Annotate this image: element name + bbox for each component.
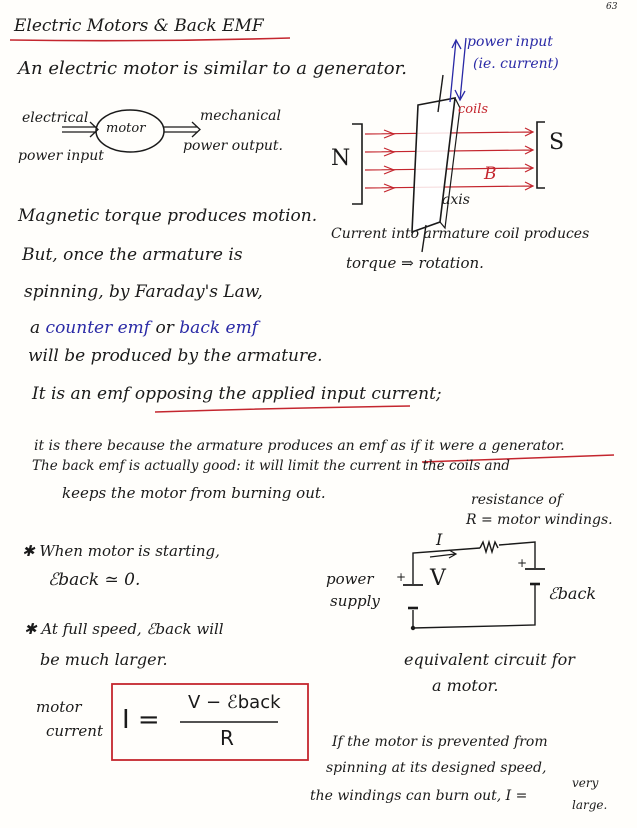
body-line-1: Magnetic torque produces motion. (18, 206, 318, 226)
battery-supply (403, 585, 423, 608)
body-line-7 (34, 438, 565, 454)
power-supply-label: power (326, 570, 374, 588)
body-line-4 (30, 318, 258, 338)
field-label: B (484, 164, 497, 184)
formula-numerator: V − ℰback (188, 692, 281, 713)
footer-line-3: the windings can burn out, I = (310, 788, 528, 804)
axis-label: axis (442, 192, 470, 208)
body-line-8: The back emf is actually good: it will limit the current in the coils and (32, 458, 510, 474)
supply-plus: + (396, 570, 407, 584)
resistance-label: resistance of (471, 492, 562, 508)
page-number: 63 (606, 2, 618, 12)
armature-coil (412, 98, 455, 232)
counter-emf-term: counter emf (45, 318, 151, 338)
body-line-4-a: a (30, 318, 41, 338)
output-arrow (164, 122, 200, 137)
formula-label-1: motor (36, 698, 82, 716)
power-supply-sublabel: supply (330, 592, 380, 610)
body-line-5: will be produced by the armature. (28, 346, 323, 366)
footer-large: large. (572, 798, 608, 812)
footer-very: very (572, 776, 599, 790)
block-input-label-2: power input (18, 148, 104, 164)
block-output-label-2: power output. (183, 138, 283, 154)
footer-line-2: spinning at its designed speed, (326, 760, 547, 776)
note-starting-1: ✱ When motor is starting, (22, 542, 220, 560)
power-input-sublabel: (ie. current) (473, 56, 559, 72)
body-line-6-a: It is an emf (32, 384, 130, 404)
body-line-3: spinning, by Faraday's Law, (24, 282, 263, 302)
back-emf-label: ℰback (548, 584, 597, 603)
magnet-n (352, 124, 362, 204)
page-title: Electric Motors & Back EMF (14, 16, 264, 36)
back-emf-term: back emf (179, 318, 259, 338)
footer-line-1: If the motor is prevented from (332, 734, 548, 750)
power-input-label: power input (467, 34, 553, 50)
coils-label: coils (458, 102, 489, 117)
body-line-6 (32, 384, 442, 404)
battery-back-emf (525, 569, 545, 584)
armature-caption-1: Current into armature coil produces (331, 226, 590, 242)
formula-denominator: R (220, 726, 234, 750)
note-full-2: be much larger. (40, 650, 168, 669)
block-input-label-1: electrical (22, 110, 89, 126)
body-line-4-or: or (155, 318, 174, 338)
title-underline (10, 38, 290, 41)
note-starting-2: ℰback ≃ 0. (48, 570, 141, 590)
back-emf-plus: + (517, 556, 528, 570)
armature-caption-2: torque ⇒ rotation. (346, 254, 484, 272)
circuit-caption-1: equivalent circuit for (404, 650, 575, 669)
current-label: I (436, 530, 443, 549)
voltage-label: V (430, 566, 446, 591)
note-full-1: ✱ At full speed, ℰback will (24, 620, 224, 638)
block-box-label: motor (106, 121, 146, 136)
circuit-caption-2: a motor. (432, 676, 499, 695)
body-line-6-b: opposing the applied input current; (134, 384, 442, 404)
underline-opposing (155, 406, 410, 412)
block-output-label-1: mechanical (200, 108, 281, 124)
body-line-9: keeps the motor from burning out. (62, 484, 326, 502)
resistance-sublabel: R = motor windings. (466, 512, 613, 528)
formula-lhs: I = (122, 705, 160, 735)
body-line-7-b: as if it were a generator. (390, 438, 565, 454)
magnet-s (537, 122, 545, 188)
pole-s: S (549, 130, 565, 155)
body-line-2: But, once the armature is (22, 245, 243, 265)
resistor (480, 542, 498, 552)
body-line-7-a: it is there because the armature produces an emf (34, 438, 386, 454)
power-input-arrows (450, 38, 466, 102)
formula-label-2: current (46, 722, 103, 740)
intro-text: An electric motor is similar to a generator. (18, 58, 407, 79)
pole-n: N (331, 146, 351, 171)
